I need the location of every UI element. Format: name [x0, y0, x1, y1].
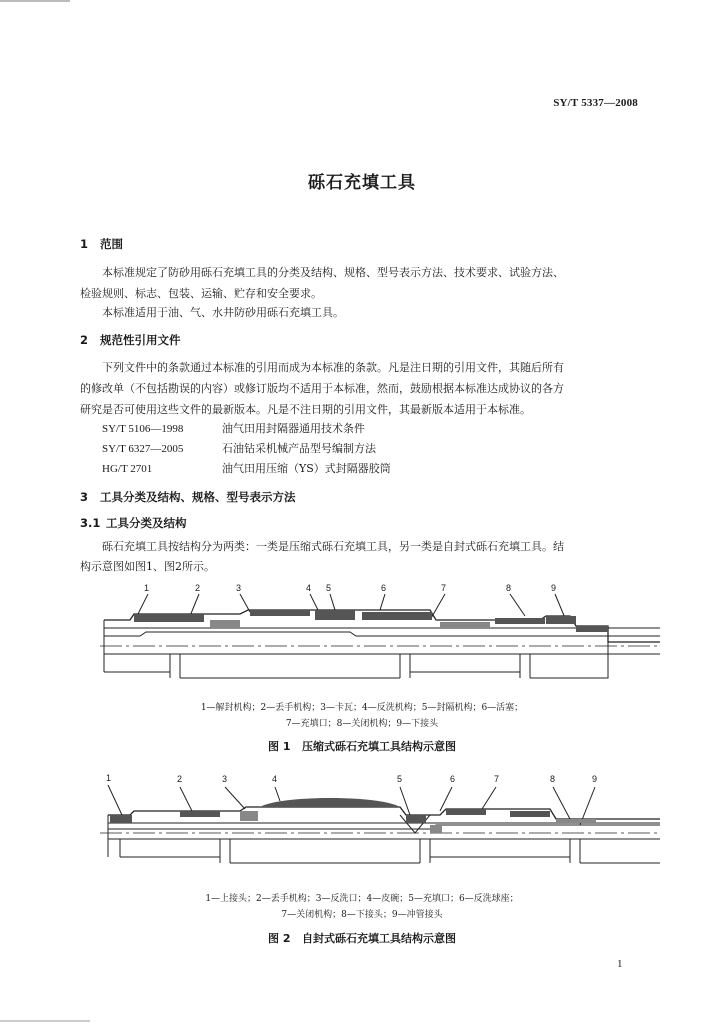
callout-leader	[180, 787, 192, 811]
section-3-title: 工具分类及结构、规格、型号表示方法	[100, 490, 296, 504]
section-3-number: 3	[80, 490, 89, 504]
callout-leader	[240, 594, 250, 612]
figure-2-callout-8: 8	[550, 774, 556, 784]
section-2-para-line1: 下列文件中的条款通过本标准的引用而成为本标准的条款。凡是注日期的引用文件，其随后所有	[102, 361, 564, 374]
reference-item	[102, 418, 365, 440]
figure-1-drawing	[100, 580, 660, 690]
section-3-para-line1: 砾石充填工具按结构分为两类：一类是压缩式砾石充填工具，另一类是自封式砾石充填工具。结	[102, 540, 564, 553]
section-2-number: 2	[80, 333, 89, 347]
section-2-heading	[80, 332, 181, 348]
section-3-para-line2: 构示意图如图1、图2所示。	[80, 560, 215, 573]
figure-1-callout-9: 9	[551, 583, 557, 593]
section-1-heading	[80, 236, 123, 252]
figure-1-callout-8: 8	[506, 583, 512, 593]
section-1-para2: 本标准适用于油、气、水井防砂用砾石充填工具。	[102, 306, 344, 319]
scan-mark-bottom	[0, 1020, 90, 1022]
reference-title: 石油钻采机械产品型号编制方法	[222, 442, 376, 455]
subsection-3-1-number: 3.1	[80, 516, 101, 530]
callout-leader	[482, 787, 496, 809]
figure-1-legend-line2: 7—充填口；8—关闭机构；9—下接头	[285, 719, 439, 729]
subsection-3-1-title: 工具分类及结构	[106, 516, 187, 530]
callout-leader	[310, 594, 318, 610]
section-1-para1-line1: 本标准规定了防砂用砾石充填工具的分类及结构、规格、型号表示方法、技术要求、试验方法、	[102, 266, 564, 279]
reference-item	[102, 458, 391, 480]
reference-code: HG/T 2701	[102, 463, 153, 475]
callout-leader	[400, 787, 410, 815]
figure-2-callout-9: 9	[592, 774, 598, 784]
figure-2-callout-2: 2	[177, 774, 183, 784]
section-1-para1-line2: 检验规则、标志、包装、运输、贮存和安全要求。	[80, 287, 322, 300]
callout-leader	[330, 594, 335, 610]
reference-title: 油气田用封隔器通用技术条件	[222, 422, 365, 435]
figure-1-callout-5: 5	[326, 583, 332, 593]
callout-leader	[555, 594, 565, 618]
reference-code: SY/T 5106—1998	[102, 423, 184, 435]
callout-leader	[553, 787, 570, 819]
callout-leader	[380, 594, 385, 610]
figure-2-callout-6: 6	[450, 774, 456, 784]
figure-1-callout-4: 4	[306, 583, 312, 593]
callout-leader	[225, 787, 245, 809]
section-1-number: 1	[80, 237, 89, 251]
callout-leader	[108, 785, 122, 815]
figure-1-caption: 压缩式砾石充填工具结构示意图	[301, 740, 456, 753]
reference-title: 油气田用压缩（YS）式封隔器胶筒	[222, 462, 391, 475]
section-2-title: 规范性引用文件	[100, 333, 181, 347]
callout-leader	[430, 594, 445, 620]
figure-2-callout-7: 7	[494, 774, 500, 784]
figure-1-callout-1: 1	[144, 583, 150, 593]
figure-2-legend-line2: 7—关闭机构；8—下接头；9—冲管接头	[281, 910, 443, 920]
figure-1-callout-6: 6	[381, 583, 387, 593]
section-2-para-line3: 研究是否可使用这些文件的最新版本。凡是不注日期的引用文件，其最新版本适用于本标准。	[80, 403, 531, 416]
page-number: 1	[617, 958, 623, 970]
figure-1-callout-7: 7	[441, 583, 447, 593]
figure-2-drawing	[100, 775, 660, 875]
figure-2-legend-line1: 1—上接头；2—丢手机构；3—反洗口；4—皮碗；5—充填口；6—反洗球座；	[205, 894, 519, 904]
figure-2-title	[0, 930, 724, 946]
scan-mark-top	[0, 0, 70, 2]
figure-1-callout-3: 3	[236, 583, 242, 593]
figure-1-callout-2: 2	[195, 583, 201, 593]
standard-code: SY/T 5337—2008	[553, 97, 638, 109]
callout-leader	[440, 787, 452, 811]
figure-2-callout-3: 3	[222, 774, 228, 784]
reference-code: SY/T 6327—2005	[102, 443, 184, 455]
subsection-3-1-heading	[80, 515, 187, 531]
callout-leader	[510, 594, 525, 616]
figure-2-callout-1: 1	[106, 773, 112, 783]
page-title: 砾石充填工具	[308, 173, 416, 193]
callout-leader	[190, 594, 199, 616]
callout-leader	[275, 787, 280, 801]
figure-1-label: 图 1	[268, 740, 291, 753]
reference-item	[102, 438, 376, 460]
section-2-para-line2: 的修改单（不包括勘误的内容）或修订版均不适用于本标准，然而，鼓励根据本标准达成协议的各方	[80, 382, 564, 395]
section-3-heading	[80, 489, 296, 505]
figure-1-legend-line1: 1—解封机构；2—丢手机构；3—卡瓦；4—反洗机构；5—封隔机构；6—活塞；	[200, 703, 524, 713]
figure-2-label: 图 2	[268, 932, 291, 945]
figure-2-callout-4: 4	[272, 774, 278, 784]
figure-2-callout-5: 5	[397, 774, 403, 784]
figure-2-caption: 自封式砾石充填工具结构示意图	[301, 932, 456, 945]
section-1-title: 范围	[100, 237, 123, 251]
callout-leader	[138, 594, 148, 614]
figure-1-title	[0, 738, 724, 754]
